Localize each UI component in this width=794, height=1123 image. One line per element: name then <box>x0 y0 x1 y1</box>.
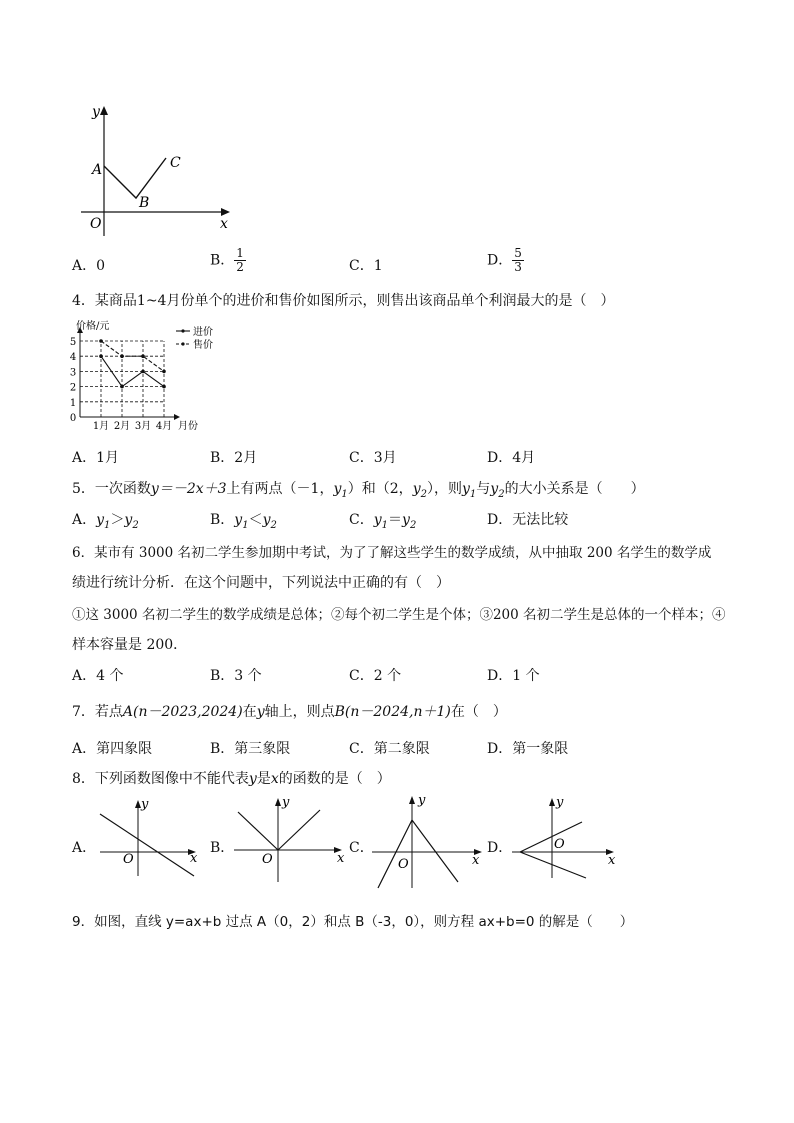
q8-graph-b <box>234 794 350 884</box>
q7-option-b: B．第三象限 <box>210 741 291 757</box>
data-point-1 <box>120 385 124 389</box>
q8-var-y: y <box>248 771 257 787</box>
svg-text:O: O <box>398 857 409 872</box>
q5-stem-part4: ），则 <box>426 481 462 497</box>
data-point-2 <box>99 339 103 343</box>
y-tick-label: 0 <box>69 413 77 424</box>
q5-equation: y＝－2x＋3 <box>150 481 227 497</box>
q7-option-c: C．第二象限 <box>349 741 430 757</box>
legend-label-2: 售价 <box>193 340 213 351</box>
q7-stem: 7．若点A(n－2023,2024)在y轴上，则点B(n－2024,n＋1)在（ ） <box>72 704 507 720</box>
q3-option-b-prefix: B． <box>210 252 235 269</box>
q3-option-d <box>487 247 524 274</box>
q3-b-denominator: 2 <box>236 260 244 274</box>
y-tick-label: 5 <box>69 337 77 348</box>
x-tick-label: 2月 <box>113 421 131 432</box>
x-tick-label: 1月 <box>92 421 110 432</box>
svg-text:O: O <box>123 852 134 867</box>
q8-c-peak <box>378 820 458 888</box>
q3-d-numerator: 5 <box>514 246 522 260</box>
q4-price-chart <box>58 318 228 436</box>
q8-label-b: B． <box>210 840 235 856</box>
q8-d-lower-ray <box>520 852 586 878</box>
q8-label-d: D． <box>487 840 513 856</box>
q3-option-a: A．0 <box>72 258 106 274</box>
svg-text:x: x <box>608 853 616 868</box>
q3-graph-abc <box>104 158 166 198</box>
q7-option-a: A．第四象限 <box>72 741 153 757</box>
q6-option-b: B．3 个 <box>210 668 262 684</box>
svg-text:y: y <box>282 795 290 810</box>
q7-point-a: A(n－2023,2024) <box>122 704 243 720</box>
data-point-2 <box>141 354 145 358</box>
q3-origin-label: O <box>90 216 102 232</box>
q3-point-b-label: B <box>139 195 150 211</box>
q6-stem-line2: 绩进行统计分析．在这个问题中，下列说法中正确的有（ ） <box>72 575 450 591</box>
q8-d-upper-ray <box>520 822 582 852</box>
q4-option-c: C．3月 <box>349 450 397 466</box>
q8-b-right-ray <box>278 810 320 850</box>
q6-statements-line1: ①这 3000 名初二学生的数学成绩是总体；②每个初二学生是个体；③200 名初二学生是总体的一个样本；④ <box>72 607 726 623</box>
y-tick-label: 2 <box>69 382 77 394</box>
data-point-1 <box>99 354 103 358</box>
x-tick-label: 4月 <box>155 421 173 432</box>
q3-option-b <box>210 247 246 274</box>
q4-option-b: B．2月 <box>210 450 258 466</box>
data-point-2 <box>162 370 166 374</box>
q7-point-b: B(n－2024,n＋1) <box>334 704 451 720</box>
q5-option-d: D．无法比较 <box>487 512 569 528</box>
y-axis-label: 价格/元 <box>76 321 110 332</box>
q3-figure <box>76 96 246 236</box>
q8-b-left-ray <box>238 812 278 850</box>
x-tick-label: 3月 <box>134 421 152 432</box>
q5-stem-part3: ）和（2， <box>347 481 413 497</box>
q6-option-d: D．1 个 <box>487 668 540 684</box>
q3-option-d-prefix: D． <box>487 252 513 269</box>
q8-graph-d <box>512 794 622 880</box>
q3-y-label: y <box>92 104 100 120</box>
q6-stem-line1: 6．某市有 3000 名初二学生参加期中考试，为了了解这些学生的数学成绩，从中抽取 200 名学生的数学成 <box>72 545 712 561</box>
x-axis-arrow <box>174 414 180 420</box>
q8-a-line <box>100 814 194 876</box>
data-point-1 <box>141 370 145 374</box>
q3-point-a-label: A <box>92 162 103 178</box>
svg-text:x: x <box>190 851 198 866</box>
q5-stem-part2: 上有两点（－1， <box>226 481 334 497</box>
q8-graph-c <box>372 790 488 890</box>
q8-graph-a <box>96 796 206 878</box>
q7-axis: y <box>256 704 265 720</box>
svg-text:x: x <box>337 851 345 866</box>
svg-text:O: O <box>554 837 565 852</box>
data-point-1 <box>162 385 166 389</box>
q6-option-a: A．4 个 <box>72 668 124 684</box>
svg-text:x: x <box>472 853 480 868</box>
q7-option-d: D．第一象限 <box>487 741 569 757</box>
svg-text:y: y <box>556 795 564 810</box>
q6-statements-line2: 样本容量是 200． <box>72 637 188 653</box>
q5-option-b: B．$y_1<y_2$ <box>210 512 277 531</box>
q8-label-c: C． <box>349 840 374 856</box>
q5-y1-a: y <box>333 481 342 497</box>
q3-y-arrow <box>100 106 108 115</box>
q6-option-c: C．2 个 <box>349 668 402 684</box>
svg-text:y: y <box>418 793 426 808</box>
legend-marker-1 <box>181 329 184 332</box>
q5-option-a: A．$y_1>y_2$ <box>72 512 139 531</box>
q4-stem: 4．某商品1~4月份单个的进价和售价如图所示，则售出该商品单个利润最大的是（ ） <box>72 293 615 309</box>
svg-text:y: y <box>141 797 149 812</box>
q5-y1-b: y <box>461 481 470 497</box>
q8-stem: 8．下列函数图像中不能代表y是x的函数的是（ ） <box>72 771 391 787</box>
y-tick-label: 3 <box>69 367 77 379</box>
x-axis-label: 月份 <box>178 421 198 432</box>
q5-y2-a: y <box>412 481 421 497</box>
legend-marker-2 <box>181 342 184 345</box>
q8-label-a: A． <box>72 840 97 856</box>
q5-stem: 5．一次函数y＝－2x＋3上有两点（－1，$y_1$）和（2，$y_2$），则$y_1$与$y_2$的大小关系是（ ） <box>72 481 645 500</box>
q9-stem: 9．如图，直线 y=ax+b 过点 A（0，2）和点 B（-3，0），则方程 ax+b=0 的解是（ ） <box>72 914 634 930</box>
q3-x-arrow <box>221 208 230 216</box>
svg-text:O: O <box>262 852 273 867</box>
q3-d-denominator: 3 <box>514 260 522 274</box>
legend-label-1: 进价 <box>193 327 213 338</box>
q3-point-c-label: C <box>170 155 181 171</box>
q5-stem-part6: 的大小关系是（ ） <box>504 481 645 497</box>
q3-option-d-fraction <box>512 247 524 274</box>
q5-stem-part5: 与 <box>476 481 491 497</box>
q5-stem-part1: 5．一次函数 <box>72 481 151 497</box>
y-tick-label: 4 <box>69 352 77 364</box>
q8-var-x: x <box>270 771 279 787</box>
q5-option-c: C．$y_1=y_2$ <box>349 512 417 531</box>
q3-x-label: x <box>220 216 228 232</box>
q3-option-c: C．1 <box>349 258 383 274</box>
q4-option-d: D．4月 <box>487 450 536 466</box>
y-tick-label: 1 <box>69 397 77 409</box>
q5-y2-b: y <box>490 481 499 497</box>
q3-option-b-fraction <box>234 247 246 274</box>
data-point-2 <box>120 354 124 358</box>
q4-option-a: A．1月 <box>72 450 120 466</box>
q3-b-numerator: 1 <box>236 246 244 260</box>
